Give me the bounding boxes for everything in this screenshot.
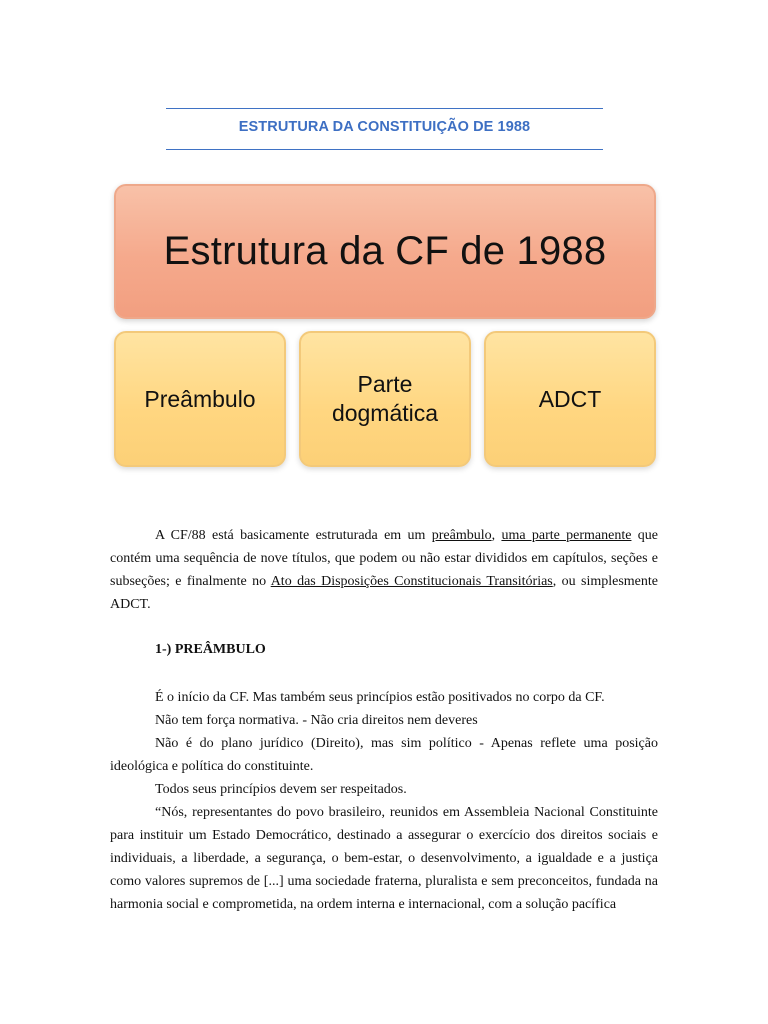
intro-text-2: , [491,528,502,543]
preambulo-paragraph: É o início da CF. Mas também seus princípios estão positivados no corpo da CF. [155,690,605,705]
intro-text-4: , ou simplesmente ADCT. [110,574,658,612]
structure-diagram [110,178,662,478]
preambulo-quote-paragraph: “Nós, representantes do povo brasileiro, reunidos em Assembleia Nacional Constituinte para instituir um Estado Democrático, destinado a assegurar o exercício dos direitos sociais e individuais, a liberdade, a segurança, o bem-estar, o desenvolvimento, a igualdade e a justiça como valores supremos de [...] uma sociedade fraterna, pluralista e sem preconceitos, fundada na harmonia social e comprometida, na ordem interna e internacional, com a solução pacífica [110,805,658,912]
diagram-box-parte-dogmatica [299,331,471,467]
preambulo-section [110,686,658,916]
intro-section [110,524,658,616]
diagram-box-adct: ADCT [484,331,656,467]
link-parte-permanente[interactable]: uma parte permanente [501,528,632,543]
diagram-main-box: Estrutura da CF de 1988 [114,184,656,319]
title-top-rule [166,108,603,109]
preambulo-paragraph: Todos seus princípios devem ser respeitados. [155,782,407,797]
section-heading-preambulo: 1-) PREÂMBULO [155,642,266,657]
document-title: ESTRUTURA DA CONSTITUIÇÃO DE 1988 [238,119,531,135]
intro-text-1: A CF/88 está basicamente estruturada em um [155,528,432,543]
intro-paragraph [110,524,658,616]
link-preambulo[interactable]: preâmbulo [431,528,492,543]
diagram-box-preambulo: Preâmbulo [114,331,286,467]
intro-text-3: que contém uma sequência de nove títulos, que podem ou não estar divididos em capítulos, seções e subseções; e finalmente no [110,528,659,589]
title-bottom-rule [166,149,603,150]
diagram-box-parte-dogmatica-label: Parte dogmática [331,371,439,426]
preambulo-paragraph: Não tem força normativa. - Não cria direitos nem deveres [155,713,478,728]
link-adct[interactable]: Ato das Disposições Constitucionais Transitórias [270,574,553,589]
preambulo-paragraph: Não é do plano jurídico (Direito), mas sim político - Apenas reflete uma posição ideológica e política do constituinte. [110,736,658,774]
